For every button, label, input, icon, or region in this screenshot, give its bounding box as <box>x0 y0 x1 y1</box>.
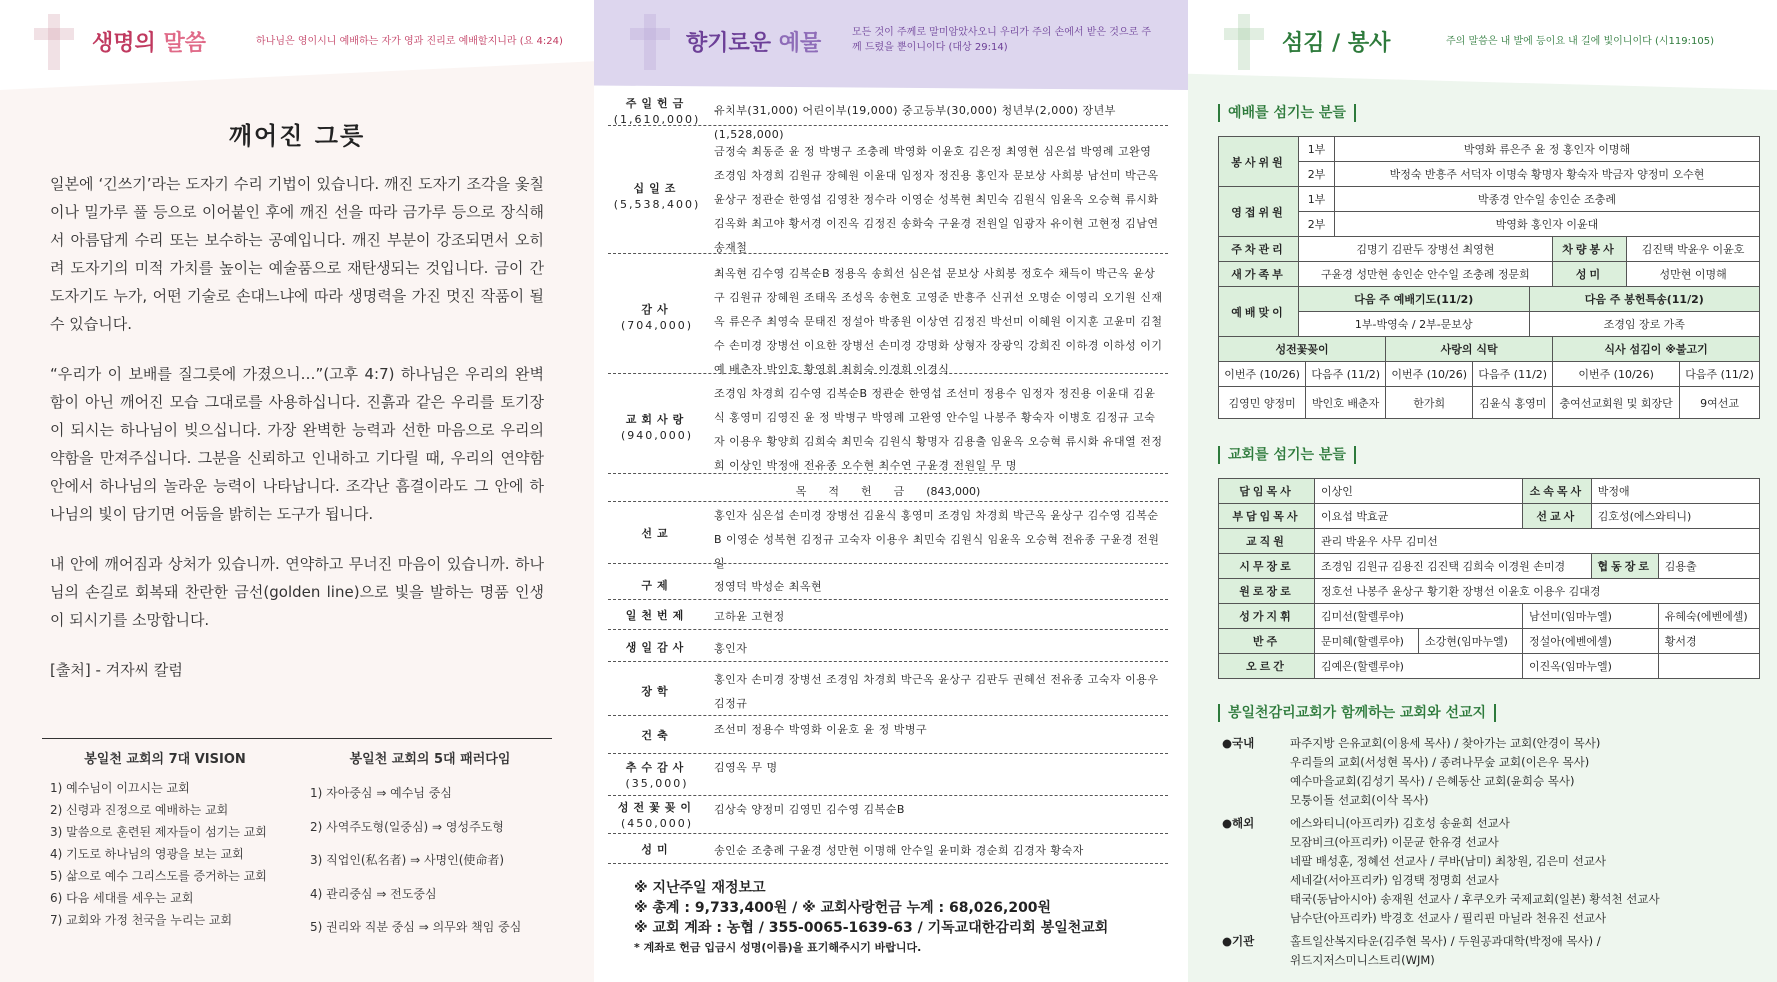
cell-tag: 1부 <box>1299 137 1335 162</box>
offering-row <box>608 798 1168 834</box>
cell-value: 박정애 <box>1591 479 1759 504</box>
mission-group <box>1222 932 1762 970</box>
offering-label-text: 선교 <box>641 527 673 540</box>
cell-value: 김호성(에스와티니) <box>1591 504 1759 529</box>
worship-prep-table <box>1218 286 1760 337</box>
cell-label: 예배맞이 <box>1219 287 1299 337</box>
essay-paragraph: 내 안에 깨어짐과 상처가 있습니까. 연약하고 무너진 마음이 있습니까. 하나님의 손길로 회복돼 찬란한 금선(golden line)으로 빛을 발하는 명품 인생이 되시기를 소망합니다. <box>50 555 544 629</box>
paradigm-list <box>310 748 550 945</box>
cell-label: 오르간 <box>1219 654 1315 679</box>
cell-value: 조경임 김원규 김용진 김진택 김희숙 이경원 손미경 <box>1315 554 1592 579</box>
ministry-schedule-table <box>1218 336 1760 419</box>
offering-label <box>608 412 706 444</box>
offering-label <box>608 302 706 334</box>
cell-week: 이번주 (10/26) <box>1219 362 1306 387</box>
offering-amount: (450,000) <box>620 817 694 830</box>
offering-label <box>608 842 706 858</box>
offering-amount: (704,000) <box>620 319 694 332</box>
cell-label: 시무장로 <box>1219 554 1315 579</box>
offering-label-text: 교회사랑 <box>625 413 689 426</box>
offering-amount: (5,538,400) <box>613 198 701 211</box>
offering-amount: (940,000) <box>620 429 694 442</box>
offering-names: 김상숙 양정미 김영민 김수영 김복순B <box>714 803 905 816</box>
offering-names: 홍인자 <box>714 642 748 655</box>
cell-value: 조경임 장로 가족 <box>1529 312 1760 337</box>
cell-value: 박인호 배춘자 <box>1306 387 1386 419</box>
cell-label: 성가지휘 <box>1219 604 1315 629</box>
offering-amount: (35,000) <box>625 777 689 790</box>
offering-label <box>608 640 706 656</box>
worship-servers-title: 예배를 섬기는 분들 <box>1218 104 1356 122</box>
cell-head: 다음 주 봉헌특송(11/2) <box>1529 287 1760 312</box>
offering-label <box>608 578 706 594</box>
offering-label-text: 성미 <box>641 843 673 856</box>
offering-label-text: 건축 <box>641 729 673 742</box>
cell-value: 충여선교회원 및 회장단 <box>1553 387 1680 419</box>
offering-label-text: 추수감사 <box>625 761 689 774</box>
mission-category: ●국내 <box>1222 736 1255 750</box>
offering-row <box>608 140 1168 254</box>
cell-label: 차량봉사 <box>1552 237 1627 262</box>
essay-source: [출처] - 겨자씨 칼럼 <box>50 661 183 679</box>
title-part-1: 생명의 <box>92 31 156 56</box>
cell-value: 황서경 <box>1658 629 1759 654</box>
offering-label-text: 생일감사 <box>625 641 689 654</box>
vision-item: 3) 말씀으로 훈련된 제자들이 섬기는 교회 <box>50 825 267 839</box>
cell-label: 영접위원 <box>1219 187 1299 237</box>
offering-amount: (843,000) <box>926 485 981 498</box>
cell-value: 관리 박윤우 사무 김미선 <box>1315 529 1760 554</box>
offering-names: 김영옥 무 명 <box>714 761 778 774</box>
offering-row <box>608 836 1168 864</box>
vision-item: 1) 예수님이 이끄시는 교회 <box>50 781 190 795</box>
vision-item: 4) 기도로 하나님의 영광을 보는 교회 <box>50 847 244 861</box>
vision-title: 봉일천 교회의 7대 VISION <box>84 752 246 767</box>
cell-week: 다음주 (11/2) <box>1473 362 1553 387</box>
cell-empty <box>1658 654 1759 679</box>
mission-entry: 네팔 배성훈, 정혜선 선교사 / 쿠바(남미) 최창원, 김은미 선교사 <box>1290 854 1607 868</box>
offering-label-text: 장학 <box>641 685 673 698</box>
offering-label <box>608 181 706 213</box>
cell-label: 원로장로 <box>1219 579 1315 604</box>
header-verse: 모든 것이 주께로 말미암았사오니 우리가 주의 손에서 받은 것으로 주께 드렸을 뿐이니이다 (대상 29:14) <box>852 27 1152 53</box>
cell-value: 정설아(에벤에셀) <box>1522 629 1658 654</box>
mission-entry: 파주지방 은유교회(이용세 목사) / 찾아가는 교회(안경이 목사) <box>1290 736 1601 750</box>
report-line: ※ 총계 : 9,733,400원 / ※ 교회사랑헌금 누계 : 68,026,200원 <box>634 900 1052 916</box>
cell-value: 성만현 이명해 <box>1627 262 1760 287</box>
paradigm-item: 5) 권리와 직분 중심 ⇒ 의무와 책임 중심 <box>310 920 522 934</box>
mission-entry: 남수단(아프리카) 박경호 선교사 / 필리핀 마닐라 천유진 선교사 <box>1290 911 1607 925</box>
mission-entry: 모잠비크(아프리카) 이문균 한유경 선교사 <box>1290 835 1499 849</box>
mission-group <box>1222 814 1762 928</box>
missions-title: 봉일천감리교회가 함께하는 교회와 선교지 <box>1218 704 1496 722</box>
cell-value: 한가희 <box>1386 387 1473 419</box>
vision-item: 7) 교회와 가정 천국을 누리는 교회 <box>50 913 233 927</box>
offering-names: 유치부(31,000) 어린이부(19,000) 중고등부(30,000) 청년부(2,000) 장년부(1,528,000) <box>714 104 1116 141</box>
cell-label: 협동장로 <box>1591 554 1658 579</box>
offering-label: 목적헌금 <box>795 485 927 498</box>
offering-names: 홍인자 손미경 장병선 조경임 차경희 박근옥 윤상구 김판두 권혜선 전유종 고숙자 이용우 김정규 <box>714 673 1159 710</box>
cell-tag: 1부 <box>1299 187 1335 212</box>
church-servers-title: 교회를 섬기는 분들 <box>1218 446 1356 464</box>
mission-category: ●기관 <box>1222 934 1255 948</box>
cell-value: 이상인 <box>1315 479 1523 504</box>
cell-value: 이요섭 박효균 <box>1315 504 1523 529</box>
essay-paragraph: 일본에 ‘긴쓰기’라는 도자기 수리 기법이 있습니다. 깨진 도자기 조각을 옻칠이나 밀가루 풀 등으로 이어붙인 후에 깨진 선을 따라 금가루 등으로 장식해서 아름답게 수리 또는 보수하는 공예입니다. 깨진 부분이 강조되면서 오히려 도자기의 미적 가치를 높이는 예술품으로 재탄생되는 것입니다. 금이 간 도자기도 누가, 어떤 기술로 손대느냐에 따라 생명력을 가진 멋진 작품이 될 수 있습니다. <box>50 175 544 333</box>
offering-names: 조경임 차경희 김수영 김복순B 정관순 한영섭 조선미 정용수 임정자 정진용 이윤대 김윤식 홍영미 김영진 윤 정 박병구 박영례 고완영 안수일 나봉주 황숙자 이병호 김정규 고숙자 이용우 황양희 김희숙 최민숙 김원식 황명자 김용출 임윤옥 오승혁 류시화 유대열 전정희 이상인 박정애 전유종 오수현 최수연 구윤경 전원일 무 명 <box>714 387 1163 472</box>
paradigm-title: 봉일천 교회의 5대 패러다임 <box>349 752 511 767</box>
cell-week: 다음주 (11/2) <box>1680 362 1760 387</box>
offering-row <box>608 482 1168 502</box>
section-title: 섬김 / 봉사 <box>1282 31 1391 56</box>
mission-group <box>1222 734 1762 810</box>
section-title <box>686 26 821 57</box>
vision-item: 2) 신령과 진정으로 예배하는 교회 <box>50 803 229 817</box>
offering-row <box>608 634 1168 662</box>
offering-names: 홍인자 심은섭 손미경 장병선 김윤식 홍영미 조경임 차경희 박근옥 윤상구 김수영 김복순B 이영순 성복현 김정규 고숙자 이용우 최민숙 김원식 임윤옥 오승혁 전유종 구윤경 전원일 <box>714 509 1160 570</box>
paradigm-item: 3) 직업인(私名者) ⇒ 사명인(使命者) <box>310 853 505 867</box>
offering-label <box>608 96 706 128</box>
cross-icon <box>630 14 670 70</box>
mission-entry: 에스와티니(아프리카) 김호성 송윤희 선교사 <box>1290 816 1510 830</box>
cell-head: 식사 섬김이 ※불고기 <box>1553 337 1760 362</box>
mission-entry: 홀트일산복지타운(김주현 목사) / 두원공과대학(박정애 목사) / <box>1290 934 1601 948</box>
offering-label <box>608 684 706 700</box>
cell-value: 1부-박영숙 / 2부-문보상 <box>1299 312 1530 337</box>
offering-row <box>608 262 1168 374</box>
offering-row <box>608 756 1168 796</box>
offering-row <box>608 504 1168 570</box>
finance-report <box>634 878 1154 958</box>
cross-icon <box>1224 14 1264 70</box>
cell-head: 성전꽃꽂이 <box>1219 337 1386 362</box>
offering-names: 정영덕 박성순 최옥현 <box>714 580 823 593</box>
cell-label: 선교사 <box>1522 504 1591 529</box>
cell-value: 김미선(할렐루야) <box>1315 604 1523 629</box>
cell-label: 주차관리 <box>1219 237 1299 262</box>
cell-week: 다음주 (11/2) <box>1306 362 1386 387</box>
title-part-2: 말씀 <box>163 31 206 56</box>
section-title <box>92 26 206 57</box>
offering-row <box>608 602 1168 630</box>
report-line: ※ 교회 계좌 : 농협 / 355-0065-1639-63 / 기독교대한감리회 봉일천교회 <box>634 920 1109 936</box>
cell-value: 박영화 홍인자 이윤대 <box>1335 212 1760 237</box>
cell-tag: 2부 <box>1299 162 1335 187</box>
mission-entries <box>1290 734 1762 810</box>
service-panel <box>1188 0 1777 982</box>
vision-item: 5) 삶으로 예수 그리스도를 증거하는 교회 <box>50 869 267 883</box>
cell-week: 이번주 (10/26) <box>1386 362 1473 387</box>
offering-label <box>608 526 706 542</box>
paradigm-item: 4) 관리중심 ⇒ 전도중심 <box>310 886 437 901</box>
offering-label-text: 구제 <box>641 579 673 592</box>
cell-value: 소강현(임마누엘) <box>1418 629 1522 654</box>
offering-row <box>608 572 1168 600</box>
essay-title: 깨어진 그릇 <box>228 122 366 150</box>
report-note: * 계좌로 헌금 입금시 성명(이름)을 표기해주시기 바랍니다. <box>634 941 922 954</box>
cell-value: 남선미(임마누엘) <box>1522 604 1658 629</box>
header-verse: 하나님은 영이시니 예배하는 자가 영과 진리로 예배할지니라 (요 4:24) <box>256 36 563 47</box>
cell-head: 다음 주 예배기도(11/2) <box>1299 287 1530 312</box>
cross-icon <box>34 14 74 70</box>
cell-label: 봉사위원 <box>1219 137 1299 187</box>
cell-value: 9여선교 <box>1680 387 1760 419</box>
offering-names: 고하윤 고현정 <box>714 610 785 623</box>
mission-entry: 모퉁이돌 선교회(이삭 목사) <box>1290 793 1429 807</box>
cell-value: 박정숙 반흥주 서덕자 이명숙 황명자 황숙자 박금자 양정미 오수현 <box>1335 162 1760 187</box>
paradigm-item: 2) 사역주도형(일중심) ⇒ 영성주도형 <box>310 819 504 834</box>
cell-value: 김윤식 홍영미 <box>1473 387 1553 419</box>
title-part-1: 향기로운 <box>686 31 772 56</box>
essay-body <box>50 170 544 706</box>
offering-row <box>608 718 1168 754</box>
vision-list <box>50 748 280 931</box>
cell-tag: 2부 <box>1299 212 1335 237</box>
cell-value: 김영민 양정미 <box>1219 387 1306 419</box>
mission-category: ●해외 <box>1222 816 1255 830</box>
offering-label-text: 십일조 <box>633 182 681 195</box>
offering-label-text: 감사 <box>641 303 673 316</box>
cell-value: 구윤경 성만현 송인순 안수일 조충례 정문희 <box>1299 262 1553 287</box>
missions-list <box>1222 734 1762 974</box>
cell-value: 김예은(할렐루야) <box>1315 654 1523 679</box>
mission-entries <box>1290 932 1762 970</box>
cell-label: 성미 <box>1552 262 1627 287</box>
cell-value: 유혜숙(에벤에셀) <box>1658 604 1759 629</box>
title-part-2: 예물 <box>778 31 822 56</box>
offering-row <box>608 668 1168 716</box>
offering-names: 최옥현 김수영 김복순B 정용옥 송희선 심은섭 문보상 사희봉 정호수 채득이 박근옥 윤상구 김원규 장혜원 조태옥 조성옥 송현호 고영준 반흥주 신귀선 오명순 이영리 오기원 신재옥 류은주 최영숙 문태진 정설아 박종원 이상연 김정진 박선미 이혜원 이지훈 고윤미 김철수 손미경 장병선 이요한 장병선 손미경 강명화 상형자 장광익 강희진 이하경 이하성 이기예 배춘자 박인호 황영희 최희숙 이경희 이경식 <box>714 267 1163 376</box>
offering-names: 금정숙 최동준 윤 정 박병구 조충례 박영화 이윤호 김은정 최영현 심은섭 박영례 고완영 조경임 차경희 김원규 장혜원 이윤대 임정자 정진용 홍인자 문보상 사희봉 남선미 박근옥 윤상구 정관순 한영섭 김영찬 정수라 이영순 성복현 최민숙 김원식 임윤옥 오승혁 류시화 김옥화 최고야 황서경 이진옥 김정진 송화숙 구윤경 전원일 임광자 유이현 고현정 김남연 송재철 <box>714 145 1159 254</box>
offering-label <box>608 760 706 792</box>
worship-servers-table <box>1218 136 1760 287</box>
offering-row <box>608 96 1168 141</box>
mission-entry: 세네갈(서아프리카) 임경택 정명희 선교사 <box>1290 873 1499 887</box>
offering-label-text: 주일헌금 <box>625 97 689 110</box>
report-line: ※ 지난주일 재정보고 <box>634 880 766 896</box>
offering-label <box>608 800 706 832</box>
header-verse: 주의 말씀은 내 발에 등이요 내 길에 빛이니이다 (시119:105) <box>1446 36 1714 47</box>
cell-head: 사랑의 식탁 <box>1386 337 1553 362</box>
cell-label: 교직원 <box>1219 529 1315 554</box>
essay-paragraph: “우리가 이 보배를 질그릇에 가졌으니…”(고후 4:7) 하나님은 우리의 완벽함이 아닌 깨어진 모습 그대로를 사용하십니다. 진흙과 같은 우리를 토기장이 되시는 하나님이 빚으십니다. 가장 완벽한 능력과 선한 마음으로 우리의 약함을 만져주십니다. 그분을 신뢰하고 인내하고 기다릴 때, 우리의 연약함 안에서 하나님의 놀라운 능력이 나타납니다. 조각난 흠결이라도 그 안에 하나님의 빛이 담기면 어둠을 밝히는 도구가 됩니다. <box>50 365 544 523</box>
cell-label: 새가족부 <box>1219 262 1299 287</box>
mission-entry: 예수마을교회(김성기 목사) / 은혜동산 교회(윤희승 목사) <box>1290 774 1575 788</box>
cell-week: 이번주 (10/26) <box>1553 362 1680 387</box>
mission-entry: 태국(동남아시아) 송재원 선교사 / 후쿠오카 국제교회(일본) 황석천 선교사 <box>1290 892 1660 906</box>
cell-value: 이진옥(임마누엘) <box>1522 654 1658 679</box>
offering-names: 조선미 정용수 박영화 이윤호 윤 정 박병구 <box>714 723 928 736</box>
cell-value: 박영화 류은주 윤 정 홍인자 이명해 <box>1335 137 1760 162</box>
cell-value: 정호선 나봉주 윤상구 황기환 장병선 이윤호 이용우 김대경 <box>1315 579 1760 604</box>
mission-entries <box>1290 814 1762 928</box>
mission-entry: 우리들의 교회(서성현 목사) / 종려나무숲 교회(이은우 목사) <box>1290 755 1590 769</box>
church-staff-table <box>1218 478 1760 679</box>
paradigm-item: 1) 자아중심 ⇒ 예수님 중심 <box>310 786 452 800</box>
divider <box>42 738 552 739</box>
mission-entry: 위드지저스미니스트리(WJM) <box>1290 953 1435 967</box>
offering-amount: (1,610,000) <box>613 113 701 126</box>
offerings-panel <box>594 0 1188 982</box>
cell-label: 부담임목사 <box>1219 504 1315 529</box>
offering-label-text: 일천번제 <box>625 609 689 622</box>
cell-value: 문미혜(할렐루야) <box>1315 629 1419 654</box>
offering-names: 송인순 조충례 구윤경 성만현 이명해 안수일 윤미화 경순희 김경자 황숙자 <box>714 844 1084 857</box>
cell-label: 소속목사 <box>1522 479 1591 504</box>
offering-label <box>608 728 706 744</box>
cell-label: 반주 <box>1219 629 1315 654</box>
cell-label: 담임목사 <box>1219 479 1315 504</box>
cell-value: 김진택 박윤우 이윤호 <box>1627 237 1760 262</box>
offering-row <box>608 382 1168 474</box>
cell-value: 김용출 <box>1658 554 1759 579</box>
offering-label <box>608 608 706 624</box>
vision-item: 6) 다음 세대를 세우는 교회 <box>50 891 194 905</box>
word-of-life-panel <box>0 0 594 982</box>
cell-value: 김명기 김판두 장병선 최영현 <box>1299 237 1553 262</box>
offering-label-text: 성전꽃꽂이 <box>617 801 697 814</box>
cell-value: 박종경 안수일 송인순 조충례 <box>1335 187 1760 212</box>
